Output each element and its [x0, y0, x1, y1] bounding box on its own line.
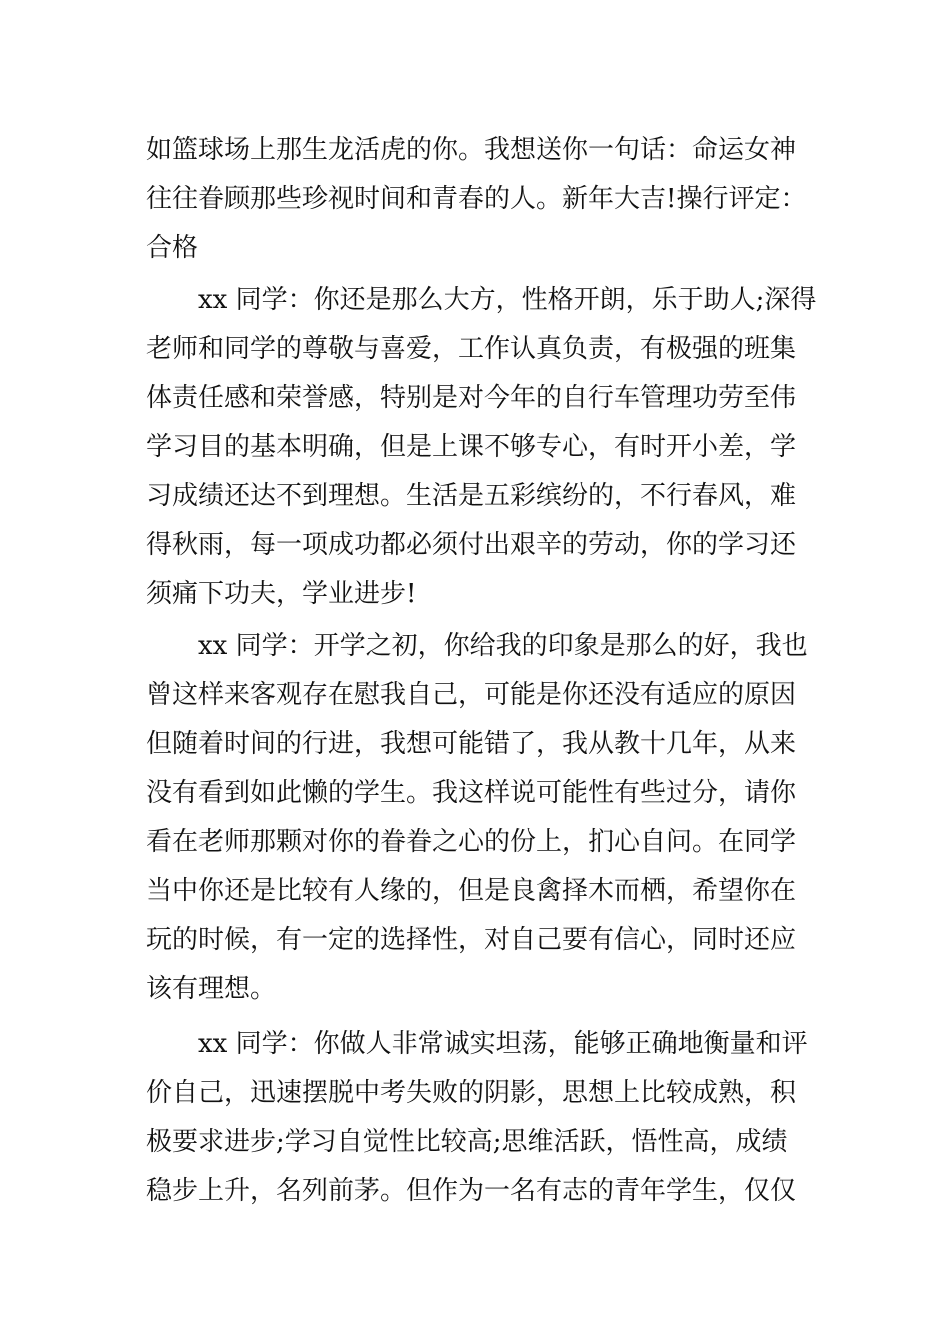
- text-line: 价自己，迅速摆脱中考失败的阴影，思想上比较成熟，积: [146, 1078, 797, 1108]
- text-line: 如篮球场上那生龙活虎的你。我想送你一句话：命运女神: [146, 135, 797, 165]
- text-line: 没有看到如此懒的学生。我这样说可能性有些过分，请你: [146, 778, 797, 808]
- text-line: 该有理想。: [146, 974, 277, 1004]
- paragraph-start-line: xx 同学：你还是那么大方，性格开朗，乐于助人;深得: [198, 285, 817, 315]
- text-line: 往往眷顾那些珍视时间和青春的人。新年大吉!操行评定：: [146, 184, 807, 214]
- text-line: 看在老师那颗对你的眷眷之心的份上，扪心自问。在同学: [146, 827, 797, 857]
- text-line: 稳步上升，名列前茅。但作为一名有志的青年学生，仅仅: [146, 1176, 797, 1206]
- text-line: 学习目的基本明确，但是上课不够专心，有时开小差，学: [146, 432, 797, 462]
- paragraph-start-line: xx 同学：你做人非常诚实坦荡，能够正确地衡量和评: [198, 1029, 808, 1059]
- text-line: 但随着时间的行进，我想可能错了，我从教十几年，从来: [146, 729, 797, 759]
- text-line: 老师和同学的尊敬与喜爱，工作认真负责，有极强的班集: [146, 334, 797, 364]
- text-line: 得秋雨，每一项成功都必须付出艰辛的劳动，你的学习还: [146, 530, 797, 560]
- paragraph-start-line: xx 同学：开学之初，你给我的印象是那么的好，我也: [198, 631, 808, 661]
- text-line: 极要求进步;学习自觉性比较高;思维活跃，悟性高，成绩: [146, 1127, 788, 1157]
- text-line: 合格: [146, 233, 199, 263]
- text-line: 须痛下功夫，学业进步!: [146, 579, 417, 609]
- text-line: 体责任感和荣誉感，特别是对今年的自行车管理功劳至伟: [146, 383, 797, 413]
- text-line: 习成绩还达不到理想。生活是五彩缤纷的，不行春风，难: [146, 481, 797, 511]
- text-line: 当中你还是比较有人缘的，但是良禽择木而栖，希望你在: [146, 876, 797, 906]
- text-line: 曾这样来客观存在慰我自己，可能是你还没有适应的原因: [146, 680, 797, 710]
- text-line: 玩的时候，有一定的选择性，对自己要有信心，同时还应: [146, 925, 797, 955]
